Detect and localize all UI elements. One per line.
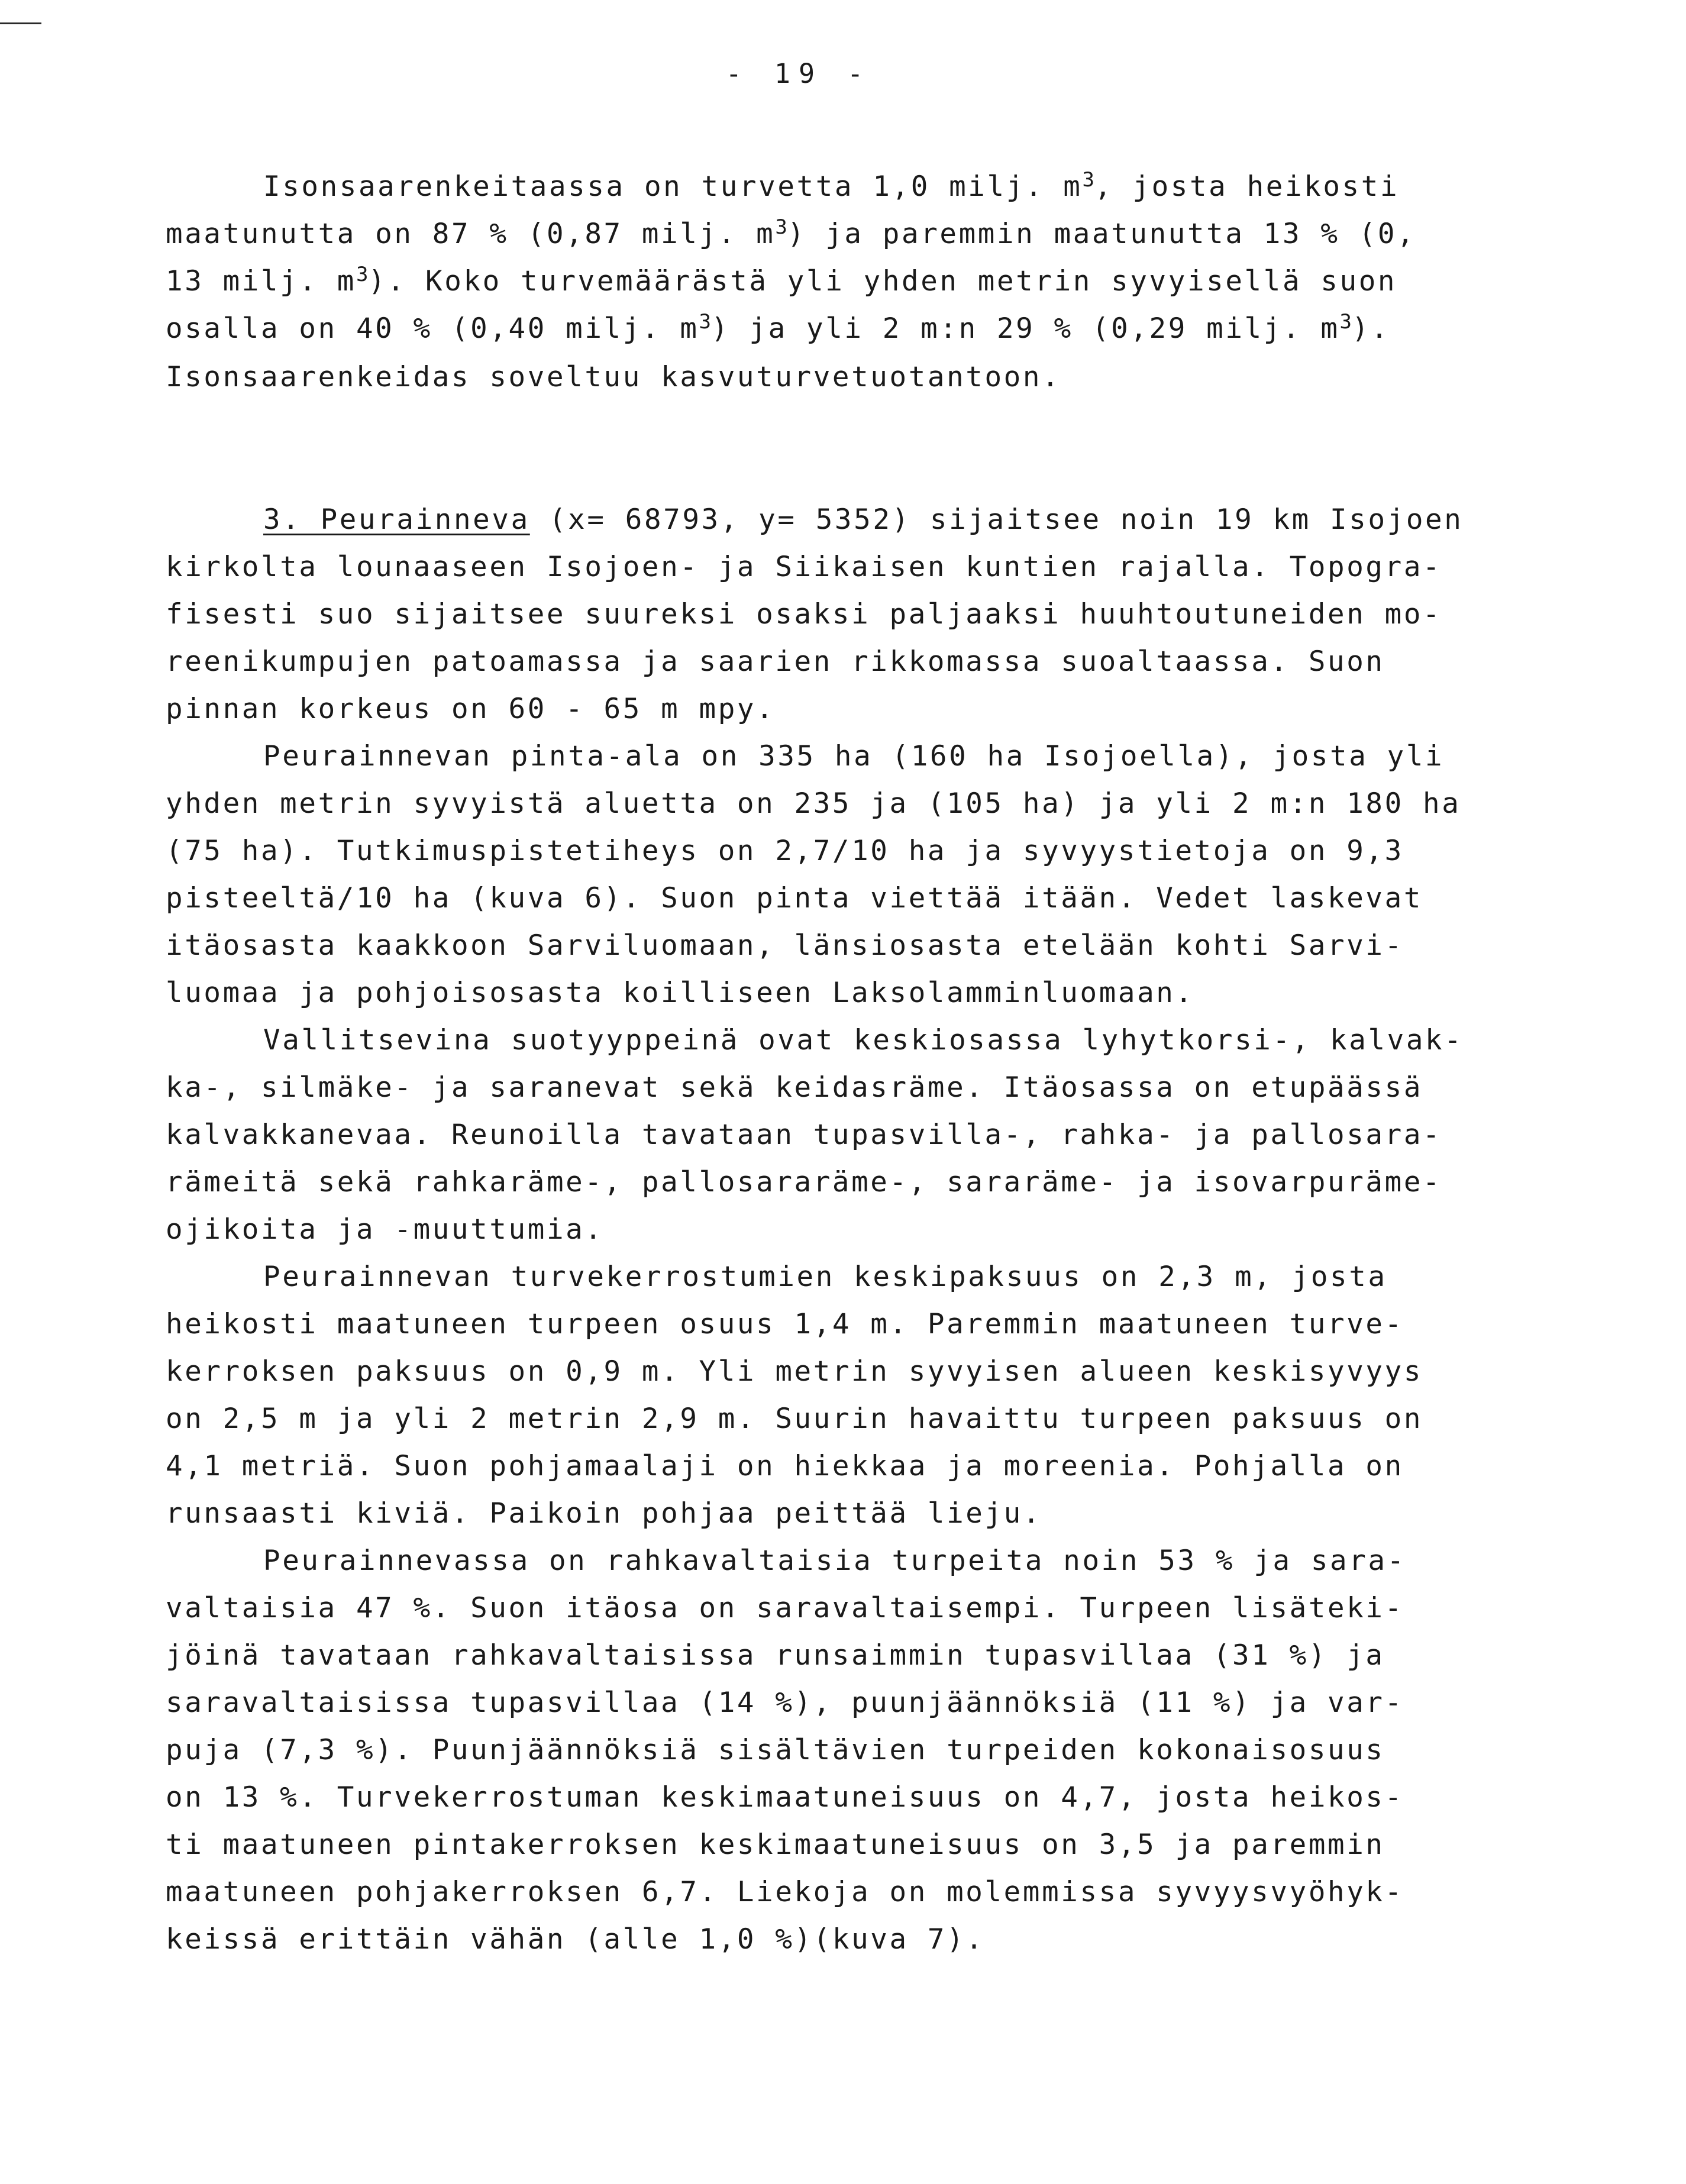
paragraph-6-line-8: maatuneen pohjakerroksen 6,7. Liekoja on molemmissa syvyysvyöhyk- — [166, 1876, 1404, 1908]
section-3-line-4: reenikumpujen patoamassa ja saarien rikkomassa suoaltaassa. Suon — [166, 645, 1385, 678]
section-3-line-5: pinnan korkeus on 60 - 65 m mpy. — [166, 693, 776, 725]
paragraph-5-line-1: Peurainnevan turvekerrostumien keskipaksuus on 2,3 m, josta — [263, 1261, 1387, 1293]
paragraph-6-line-3: jöinä tavataan rahkavaltaisissa runsaimmin tupasvillaa (31 %) ja — [166, 1639, 1385, 1672]
paragraph-1-line-1: Isonsaarenkeitaassa on turvetta 1,0 milj. $m^3$, josta heikosti — [263, 168, 1400, 203]
paragraph-4-line-3: kalvakkanevaa. Reunoilla tavataan tupasvilla-, rahka- ja pallosara- — [166, 1119, 1442, 1151]
paragraph-5-line-5: 4,1 metriä. Suon pohjamaalaji on hiekkaa ja moreenia. Pohjalla on — [166, 1450, 1404, 1482]
paragraph-1-line-3: 13 milj. $m^3$). Koko turvemäärästä yli yhden metrin syvyisellä suon — [166, 263, 1397, 298]
paragraph-4-line-1: Vallitsevina suotyyppeinä ovat keskiosassa lyhytkorsi-, kalvak- — [263, 1024, 1464, 1057]
paragraph-6-line-5: puja (7,3 %). Puunjäännöksiä sisältävien turpeiden kokonaisosuus — [166, 1734, 1385, 1766]
paragraph-4-line-5: ojikoita ja -muuttumia. — [166, 1213, 604, 1246]
paragraph-5-line-6: runsaasti kiviä. Paikoin pohjaa peittää lieju. — [166, 1497, 1042, 1530]
section-3-line-1: 3. Peurainneva (x= 68793, y= 5352) sijaitsee noin 19 km Isojoen — [263, 503, 1464, 536]
paragraph-5-line-3: kerroksen paksuus on 0,9 m. Yli metrin syvyisen alueen keskisyvyys — [166, 1355, 1423, 1388]
paragraph-4-line-4: rämeitä sekä rahkaräme-, pallosararäme-, sararäme- ja isovarpuräme- — [166, 1166, 1442, 1198]
paragraph-6-line-1: Peurainnevassa on rahkavaltaisia turpeita noin 53 % ja sara- — [263, 1545, 1406, 1577]
paragraph-3-line-2: yhden metrin syvyistä aluetta on 235 ja (105 ha) ja yli 2 m:n 180 ha — [166, 787, 1461, 820]
paragraph-1-line-5: Isonsaarenkeidas soveltuu kasvuturvetuotantoon. — [166, 361, 1061, 393]
section-3-title: 3. Peurainneva — [263, 503, 530, 536]
paragraph-3-line-3: (75 ha). Tutkimuspistetiheys on 2,7/10 ha ja syvyystietoja on 9,3 — [166, 835, 1404, 867]
paragraph-3-line-5: itäosasta kaakkoon Sarviluomaan, länsiosasta etelään kohti Sarvi- — [166, 929, 1404, 962]
paragraph-1-line-4: osalla on 40 % (0,40 milj. $m^3$) ja yli 2 m:n 29 % (0,29 milj. $m^3$). — [166, 310, 1390, 345]
page-number: - 19 - — [725, 58, 872, 89]
paragraph-5-line-2: heikosti maatuneen turpeen osuus 1,4 m. Paremmin maatuneen turve- — [166, 1308, 1404, 1340]
paragraph-6-line-7: ti maatuneen pintakerroksen keskimaatuneisuus on 3,5 ja paremmin — [166, 1828, 1385, 1861]
paragraph-4-line-2: ka-, silmäke- ja saranevat sekä keidasräme. Itäosassa on etupäässä — [166, 1071, 1423, 1104]
section-3-line-2: kirkolta lounaaseen Isojoen- ja Siikaisen kuntien rajalla. Topogra- — [166, 551, 1442, 583]
paragraph-6-line-6: on 13 %. Turvekerrostuman keskimaatuneisuus on 4,7, josta heikos- — [166, 1781, 1404, 1814]
paragraph-6-line-9: keissä erittäin vähän (alle 1,0 %)(kuva 7). — [166, 1923, 985, 1956]
paragraph-1-line-2: maatunutta on 87 % (0,87 milj. $m^3$) ja paremmin maatunutta 13 % (0, — [166, 215, 1416, 250]
scan-edge-mark — [0, 22, 41, 24]
paragraph-3-line-1: Peurainnevan pinta-ala on 335 ha (160 ha Isojoella), josta yli — [263, 740, 1445, 773]
paragraph-3-line-6: luomaa ja pohjoisosasta koilliseen Laksolamminluomaan. — [166, 977, 1194, 1009]
paragraph-3-line-4: pisteeltä/10 ha (kuva 6). Suon pinta viettää itään. Vedet laskevat — [166, 882, 1423, 915]
paragraph-6-line-4: saravaltaisissa tupasvillaa (14 %), puunjäännöksiä (11 %) ja var- — [166, 1687, 1404, 1719]
paragraph-5-line-4: on 2,5 m ja yli 2 metrin 2,9 m. Suurin havaittu turpeen paksuus on — [166, 1403, 1423, 1435]
paragraph-6-line-2: valtaisia 47 %. Suon itäosa on saravaltaisempi. Turpeen lisäteki- — [166, 1592, 1404, 1624]
section-3-line-3: fisesti suo sijaitsee suureksi osaksi paljaaksi huuhtoutuneiden mo- — [166, 598, 1442, 631]
